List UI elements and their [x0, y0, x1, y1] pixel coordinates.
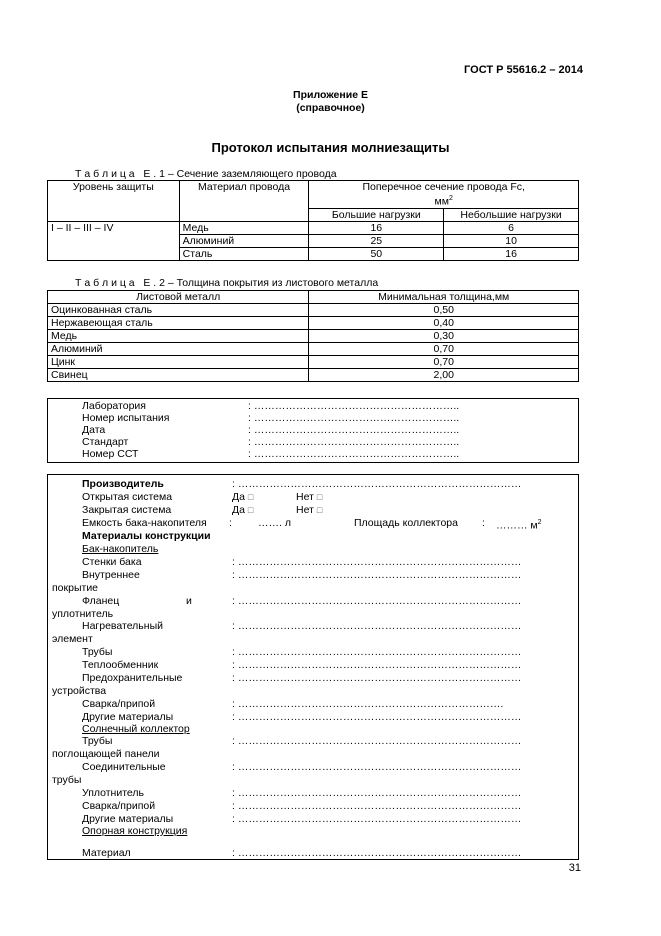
pipes-label: Трубы: [82, 646, 113, 658]
table1-cell-heavy: 16: [309, 222, 444, 235]
seal-value[interactable]: : ………………………………………………………………………: [232, 787, 522, 799]
table1-header-unit: мм: [434, 195, 449, 208]
closed-system-no[interactable]: [296, 504, 322, 516]
table1-cell-material: Медь: [179, 222, 309, 235]
connecting-pipes-label-cont: трубы: [52, 774, 82, 786]
heater-value[interactable]: : ………………………………………………………………………: [232, 620, 522, 632]
page-number: 31: [568, 862, 581, 874]
materials-heading: Материалы конструкции: [82, 530, 211, 542]
table-row: [48, 356, 579, 369]
tank-walls-label: Стенки бака: [82, 556, 142, 568]
inner-coating-value[interactable]: : ………………………………………………………………………: [232, 569, 522, 581]
table2-caption-prefix: Т а б л и ц а Е . 2: [75, 277, 165, 289]
appendix-title: Приложение Е: [293, 89, 368, 101]
table1-header-unit-sup: 2: [448, 195, 453, 202]
table2-cell-thickness: 2,00: [309, 369, 579, 382]
collector-heading: Солнечный коллектор: [82, 723, 190, 735]
table1-cell-material: Сталь: [179, 248, 309, 261]
other-materials2-value[interactable]: : ………………………………………………………………………: [232, 813, 522, 825]
cct-number-value[interactable]: : …………………………………………………..: [248, 448, 460, 460]
table1-caption-prefix: Т а б л и ц а Е . 1: [75, 168, 165, 180]
table2-cell-thickness: 0,30: [309, 330, 579, 343]
standard-value[interactable]: : …………………………………………………..: [248, 436, 460, 448]
heater-label-cont: элемент: [52, 633, 93, 645]
lab-field-value[interactable]: : …………………………………………………..: [248, 400, 460, 412]
collector-area-value-text: ……… м: [496, 519, 538, 532]
table2-cell-metal: Нержавеющая сталь: [48, 317, 309, 330]
closed-system-no-label: Нет: [296, 504, 314, 516]
test-number-value[interactable]: : …………………………………………………..: [248, 412, 460, 424]
table2-cell-metal: Оцинкованная сталь: [48, 304, 309, 317]
welding2-value[interactable]: : ………………………………………………………………………: [232, 800, 522, 812]
flange-and: и: [186, 595, 192, 607]
closed-system-yes[interactable]: [232, 504, 253, 516]
date-label: Дата: [82, 424, 106, 436]
table1-cell-light: 10: [444, 235, 579, 248]
welding-value[interactable]: : ………………………………………………………………….: [232, 698, 504, 710]
material-value[interactable]: : ………………………………………………………………………: [232, 847, 522, 859]
table1-header-light: Небольшие нагрузки: [444, 208, 579, 221]
table-e1: [47, 180, 579, 261]
table1-header-section: [309, 181, 579, 209]
lab-field-label: Лаборатория: [82, 400, 146, 412]
manufacturer-label: Производитель: [82, 478, 164, 490]
tank-heading: Бак-накопитель: [82, 543, 159, 555]
checkbox-icon[interactable]: □: [316, 505, 323, 515]
absorber-pipes-value[interactable]: : ………………………………………………………………………: [232, 735, 522, 747]
table-row: [48, 317, 579, 330]
table1-header-section-text: Поперечное сечение провода Fc,: [362, 181, 525, 193]
table2-caption: [75, 277, 378, 289]
other-materials2-label: Другие материалы: [82, 813, 174, 825]
inner-coating-label-cont: покрытие: [52, 582, 99, 594]
pipes-value[interactable]: : ………………………………………………………………………: [232, 646, 522, 658]
table2-header-metal: Листовой металл: [48, 291, 309, 304]
collector-area-value[interactable]: [496, 517, 542, 532]
collector-area-unit-sup: 2: [537, 519, 542, 526]
table1-cell-light: 6: [444, 222, 579, 235]
table1-header-material: Материал провода: [179, 181, 309, 222]
table2-cell-metal: Свинец: [48, 369, 309, 382]
table-row: [48, 222, 579, 235]
heat-exchanger-value[interactable]: : ………………………………………………………………………: [232, 659, 522, 671]
collector-area-colon: :: [482, 517, 485, 529]
manufacturer-value[interactable]: : ………………………………………………………………………: [232, 478, 522, 490]
table1-header-level: Уровень защиты: [48, 181, 180, 222]
heater-label: Нагревательный: [82, 620, 163, 632]
absorber-pipes-label: Трубы: [82, 735, 113, 747]
connecting-pipes-label: Соединительные: [82, 761, 166, 773]
closed-system-yes-label: Да: [232, 504, 245, 516]
support-heading: Опорная конструкция: [82, 825, 188, 837]
table1-cell-heavy: 50: [309, 248, 444, 261]
checkbox-icon[interactable]: □: [316, 492, 323, 502]
other-materials-label: Другие материалы: [82, 711, 174, 723]
welding2-label: Сварка/припой: [82, 800, 156, 812]
flange-label-cont: уплотнитель: [52, 608, 114, 620]
table2-cell-thickness: 0,50: [309, 304, 579, 317]
lab-info-box: [47, 398, 579, 463]
heat-exchanger-label: Теплообменник: [82, 659, 159, 671]
test-number-label: Номер испытания: [82, 412, 170, 424]
table2-header-thickness: Минимальная толщина,мм: [309, 291, 579, 304]
table1-level-value: I – II – III – IV: [48, 222, 180, 261]
table2-cell-metal: Медь: [48, 330, 309, 343]
tank-capacity-colon: :: [229, 517, 232, 529]
table2-cell-thickness: 0,70: [309, 356, 579, 369]
table-e2: [47, 290, 579, 382]
table-row: [48, 304, 579, 317]
safety-devices-label: Предохранительные: [82, 672, 183, 684]
open-system-label: Открытая система: [82, 491, 173, 503]
flange-value[interactable]: : ………………………………………………………………………: [232, 595, 522, 607]
table1-cell-material: Алюминий: [179, 235, 309, 248]
checkbox-icon[interactable]: □: [247, 492, 254, 502]
standard-label: Стандарт: [82, 436, 129, 448]
cct-number-label: Номер ССТ: [82, 448, 139, 460]
table2-cell-metal: Цинк: [48, 356, 309, 369]
open-system-yes[interactable]: [232, 491, 253, 503]
table1-caption: [75, 168, 337, 180]
tank-capacity-label: Емкость бака-накопителя: [82, 517, 207, 529]
open-system-no-label: Нет: [296, 491, 314, 503]
safety-devices-value[interactable]: : ………………………………………………………………………: [232, 672, 522, 684]
open-system-no[interactable]: [296, 491, 322, 503]
table-row: [48, 369, 579, 382]
material-label: Материал: [82, 847, 131, 859]
table1-caption-text: – Сечение заземляющего провода: [164, 168, 337, 180]
table1-cell-light: 16: [444, 248, 579, 261]
tank-capacity-value[interactable]: ……. л: [258, 517, 291, 529]
absorber-pipes-label-cont: поглощающей панели: [52, 748, 160, 760]
protocol-title: Протокол испытания молниезащиты: [211, 140, 450, 155]
table-row: [48, 343, 579, 356]
table2-cell-metal: Алюминий: [48, 343, 309, 356]
seal-label: Уплотнитель: [82, 787, 144, 799]
document-standard-number: ГОСТ Р 55616.2 – 2014: [464, 64, 583, 76]
welding-label: Сварка/припой: [82, 698, 156, 710]
open-system-yes-label: Да: [232, 491, 245, 503]
inner-coating-label: Внутреннее: [82, 569, 140, 581]
safety-devices-label-cont: устройства: [52, 685, 107, 697]
table2-cell-thickness: 0,40: [309, 317, 579, 330]
table2-caption-text: – Толщина покрытия из листового металла: [164, 277, 379, 289]
collector-area-label: Площадь коллектора: [354, 517, 458, 529]
checkbox-icon[interactable]: □: [247, 505, 254, 515]
connecting-pipes-value[interactable]: : ………………………………………………………………………: [232, 761, 522, 773]
table1-cell-heavy: 25: [309, 235, 444, 248]
protocol-box: [47, 474, 579, 860]
closed-system-label: Закрытая система: [82, 504, 172, 516]
table2-cell-thickness: 0,70: [309, 343, 579, 356]
table-row: [48, 330, 579, 343]
date-value[interactable]: : …………………………………………………..: [248, 424, 460, 436]
tank-walls-value[interactable]: : ………………………………………………………………………: [232, 556, 522, 568]
flange-label: Фланец: [82, 595, 120, 607]
appendix-subtitle: (справочное): [296, 102, 365, 114]
table1-header-heavy: Большие нагрузки: [309, 208, 444, 221]
other-materials-value[interactable]: : ………………………………………………………………………: [232, 711, 522, 723]
